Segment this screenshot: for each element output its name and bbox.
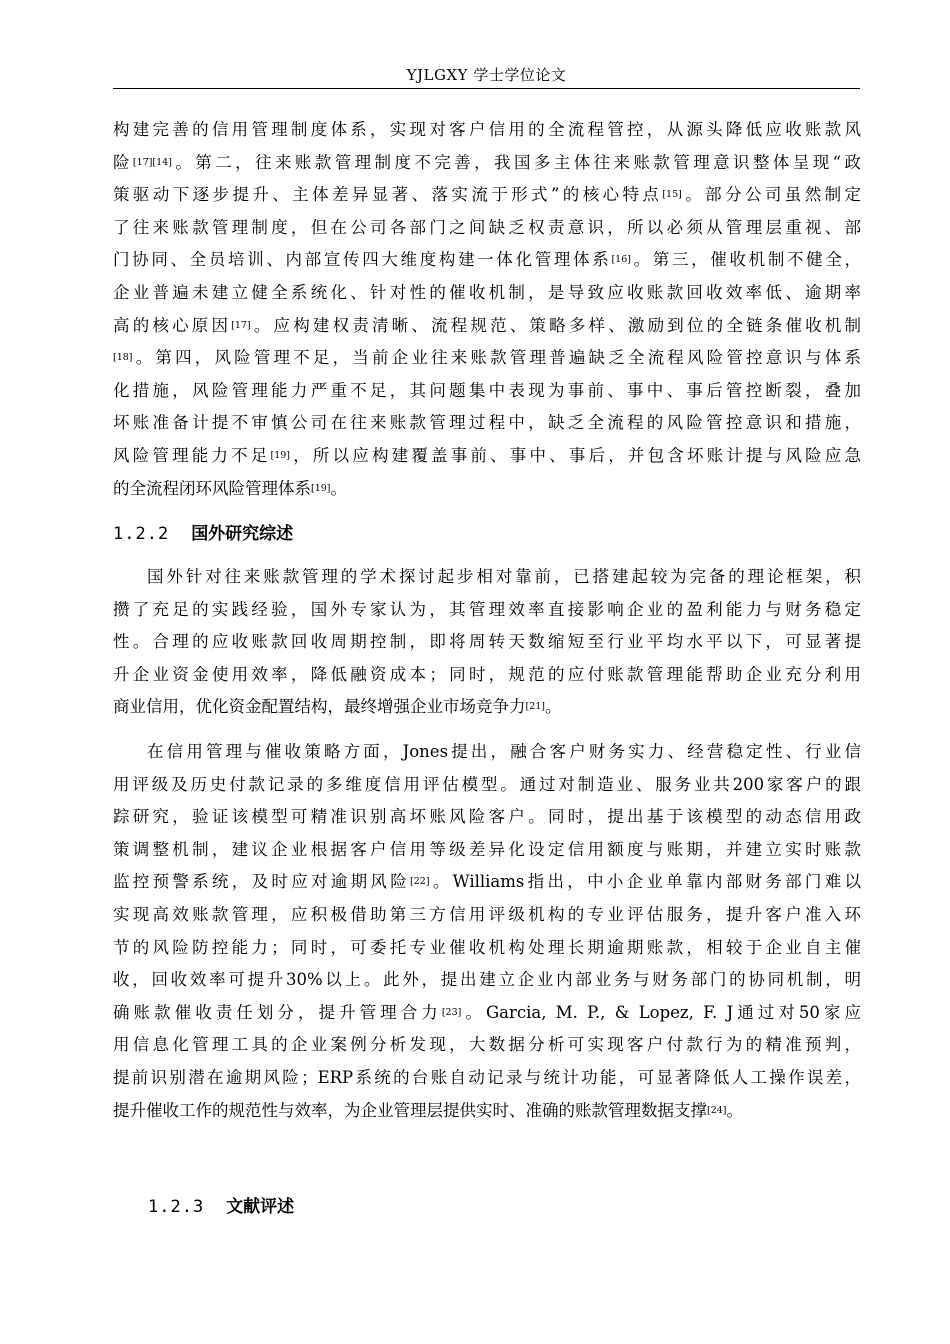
text-line bbox=[113, 244, 861, 277]
section-title: 文献评述 bbox=[226, 1197, 295, 1217]
section-heading-1-2-2 bbox=[113, 519, 293, 549]
text-line bbox=[113, 147, 861, 180]
text-run: 。Williams指出，中小企业单靠内部财务部门难以 bbox=[429, 872, 861, 892]
section-number: 1.2.3 bbox=[148, 1197, 205, 1217]
text-line bbox=[113, 440, 861, 473]
text-line bbox=[113, 691, 861, 724]
text-run: 的全流程闭环风险管理体系 bbox=[113, 478, 311, 498]
text-line: 节的风险防控能力；同时，可委托专业催收机构处理长期逾期账款，相较于企业自主催 bbox=[113, 937, 861, 957]
paragraph-credit-and-collection bbox=[113, 736, 861, 1127]
text-run: 。部分公司虽然制定 bbox=[681, 185, 861, 205]
citation-ref: [18] bbox=[113, 352, 133, 364]
text-line: 用信息化管理工具的企业案例分析发现，大数据分析可实现客户付款行为的精准预判， bbox=[113, 1035, 861, 1055]
text-line bbox=[113, 179, 861, 212]
section-title: 国外研究综述 bbox=[191, 524, 294, 544]
text-line: 攒了充足的实践经验，国外专家认为，其管理效率直接影响企业的盈利能力与财务稳定 bbox=[113, 599, 861, 619]
text-line: 构建完善的信用管理制度体系，实现对客户信用的全流程管控，从源头降低应收账款风 bbox=[113, 120, 861, 139]
text-line: 收，回收效率可提升30%以上。此外，提出建立企业内部业务与财务部门的协同机制，明 bbox=[113, 970, 861, 990]
text-line: 策调整机制，建议企业根据客户信用等级差异化设定信用额度与账期，并建立实时账款 bbox=[113, 839, 861, 859]
text-run: 。应构建权责清晰、流程规范、策略多样、激励到位的全链条催收机制 bbox=[250, 315, 861, 335]
citation-ref: [23] bbox=[441, 1006, 462, 1018]
text-run: 商业信用，优化资金配置结构，最终增强企业市场竞争力 bbox=[113, 697, 526, 717]
text-line: 坏账准备计提不审慎公司在往来账款管理过程中，缺乏全流程的风险管控意识和措施， bbox=[113, 413, 861, 433]
text-line bbox=[113, 866, 861, 899]
text-line: 化措施，风险管理能力严重不足，其问题集中表现为事前、事中、事后管控断裂，叠加 bbox=[113, 380, 861, 400]
text-run: 。第二，往来账款管理制度不完善，我国多主体往来账款管理意识整体呈现“政 bbox=[171, 152, 861, 172]
text-run: 策驱动下逐步提升、主体差异显著、落实流于形式”的核心特点 bbox=[113, 185, 663, 205]
text-run: 高的核心原因 bbox=[113, 315, 232, 335]
text-line: 提前识别潜在逾期风险；ERP系统的台账自动记录与统计功能，可显著降低人工操作误差， bbox=[113, 1067, 861, 1087]
text-line: 国外针对往来账款管理的学术探讨起步相对靠前，已搭建起较为完备的理论框架，积 bbox=[147, 567, 861, 586]
text-run: 确账款催收责任划分，提升管理合力 bbox=[113, 1002, 442, 1022]
citation-ref: [22] bbox=[410, 876, 430, 888]
citation-ref: [24] bbox=[707, 1104, 727, 1116]
text-run: 。第四，风险管理不足，当前企业往来账款管理普遍缺乏全流程风险管控意识与体系 bbox=[132, 348, 861, 368]
citation-ref: [17] bbox=[231, 319, 251, 331]
text-run: 。第三，催收机制不健全， bbox=[630, 250, 861, 270]
text-line bbox=[113, 997, 861, 1030]
citation-ref: [21] bbox=[525, 701, 546, 713]
citation-ref: [16] bbox=[611, 254, 631, 266]
citation-ref: [15] bbox=[662, 189, 682, 201]
text-line bbox=[113, 473, 861, 506]
text-line: 企业普遍未建立健全系统化、针对性的催收机制，是导致应收账款回收效率低、逾期率 bbox=[113, 282, 861, 302]
header-rule bbox=[113, 88, 860, 89]
text-run: 门协同、全员培训、内部宣传四大维度构建一体化管理体系 bbox=[113, 250, 612, 270]
text-line: 实现高效账款管理，应积极借助第三方信用评级机构的专业评估服务，提升客户准入环 bbox=[113, 904, 861, 924]
text-line bbox=[113, 1095, 861, 1128]
text-run: 风险管理能力不足 bbox=[113, 445, 271, 465]
text-run: 。 bbox=[545, 697, 562, 717]
text-line: 了往来账款管理制度，但在公司各部门之间缺乏权责意识，所以必须从管理层重视、部 bbox=[113, 217, 861, 237]
text-line: 升企业资金使用效率，降低融资成本；同时，规范的应付账款管理能帮助企业充分利用 bbox=[113, 664, 861, 684]
section-heading-1-2-3 bbox=[148, 1192, 294, 1222]
text-run: 提升催收工作的规范性与效率，为企业管理层提供实时、准确的账款管理数据支撑 bbox=[113, 1100, 707, 1120]
citation-ref: [19] bbox=[270, 449, 291, 461]
citation-ref: [17][14] bbox=[132, 156, 172, 168]
text-line: 用评级及历史付款记录的多维度信用评估模型。通过对制造业、服务业共200家客户的跟 bbox=[113, 774, 861, 794]
section-number: 1.2.2 bbox=[113, 524, 170, 544]
text-line: 在信用管理与催收策略方面，Jones提出，融合客户财务实力、经营稳定性、行业信 bbox=[147, 742, 861, 761]
paragraph-domestic-review-continued bbox=[113, 114, 861, 505]
citation-ref: [19] bbox=[311, 482, 331, 494]
text-run: 。 bbox=[726, 1100, 744, 1120]
text-run: 监控预警系统，及时应对逾期风险 bbox=[113, 872, 411, 892]
running-header: YJLGXY 学士学位论文 bbox=[406, 66, 567, 84]
text-line bbox=[113, 342, 861, 375]
text-run: 。 bbox=[330, 478, 348, 498]
text-run: 。Garcia, M. P., & Lopez, F. J通过对50家应 bbox=[461, 1002, 861, 1022]
text-line: 性。合理的应收账款回收周期控制，即将周转天数缩短至行业平均水平以下，可显著提 bbox=[113, 632, 861, 652]
text-line bbox=[113, 310, 861, 343]
text-run: ，所以应构建覆盖事前、事中、事后，并包含坏账计提与风险应急 bbox=[290, 445, 861, 465]
paragraph-foreign-review-intro bbox=[113, 561, 861, 724]
text-line: 踪研究，验证该模型可精准识别高坏账风险客户。同时，提出基于该模型的动态信用政 bbox=[113, 807, 861, 827]
text-run: 险 bbox=[113, 152, 133, 172]
